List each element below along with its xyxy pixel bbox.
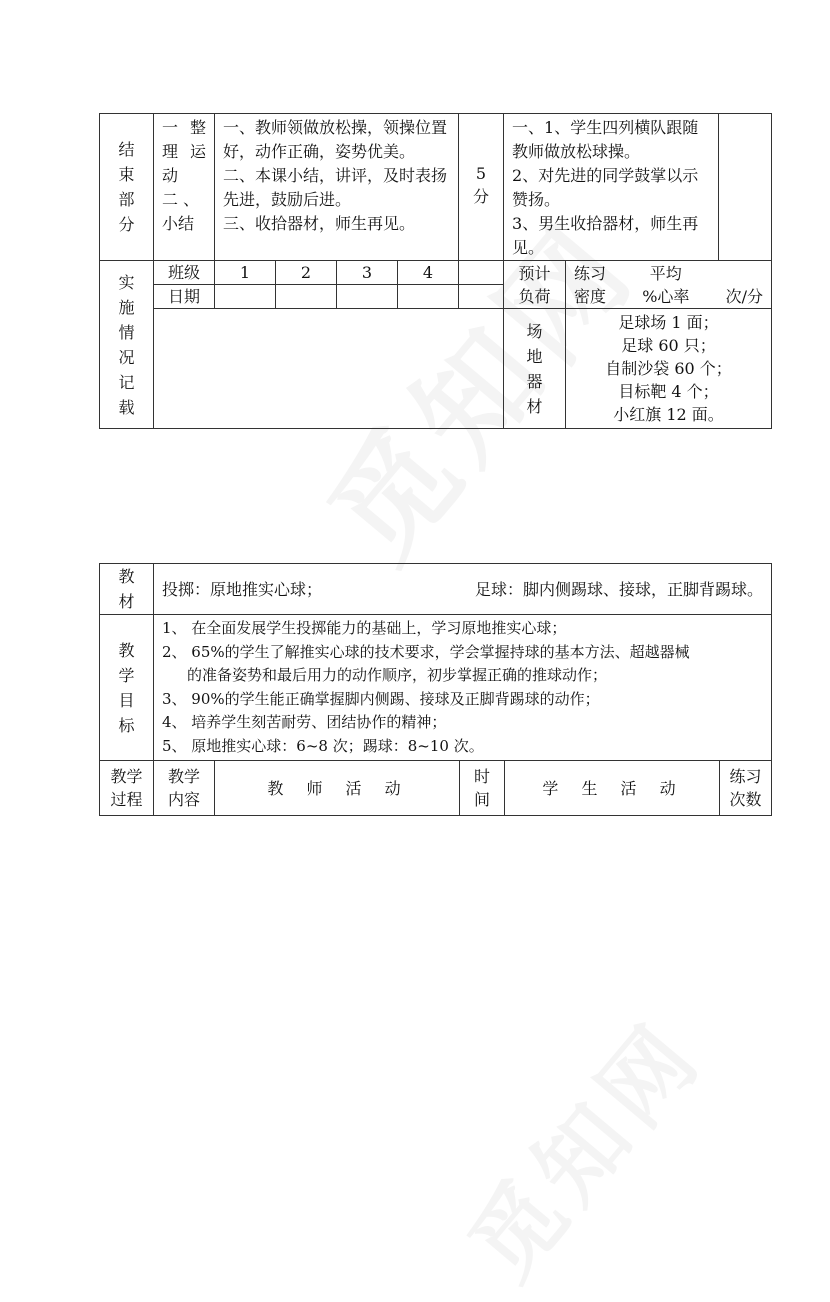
- header-content-2: 内容: [167, 790, 200, 809]
- header-practice-1: 练习: [729, 767, 762, 786]
- watermark-bottom: [434, 988, 726, 1301]
- class-2: 2: [276, 261, 337, 285]
- header-process: [100, 761, 154, 816]
- end-practice-cell: [719, 114, 772, 261]
- end-section-label-cell: [100, 114, 154, 261]
- lesson-plan-table: [99, 563, 772, 816]
- density-label-1: 练习: [574, 264, 607, 283]
- goal-label-cell: [100, 615, 154, 761]
- header-content-1: 教学: [167, 767, 200, 786]
- material-label-cell: [100, 564, 154, 615]
- venue-items-cell: [566, 309, 772, 429]
- content-summary: 二 、小结: [162, 190, 200, 233]
- venue-item: 足球场 1 面；: [618, 313, 719, 332]
- date-2: [276, 285, 337, 309]
- record-label-cell: [100, 261, 154, 429]
- end-student-2: 2、对先进的同学鼓掌以示赞扬。: [512, 166, 699, 209]
- end-section-label: 结束部分: [118, 140, 135, 234]
- date-5: [459, 285, 504, 309]
- material-throw: 投掷：原地推实心球；: [162, 579, 323, 599]
- goal-item: 的准备姿势和最后用力的动作顺序，初步掌握正确的推球动作；: [187, 666, 608, 684]
- hr-label-1: 平均: [649, 264, 682, 283]
- date-1: [215, 285, 276, 309]
- content-organize: 一 整理运动: [162, 118, 206, 185]
- end-teacher-1: 一、教师领做放松操，领操位置好，动作正确，姿势优美。: [223, 118, 448, 161]
- header-process-1: 教学: [110, 767, 143, 786]
- goals-cell: [154, 615, 772, 761]
- venue-item: 小红旗 12 面。: [613, 405, 724, 424]
- header-student: 学 生 活 动: [505, 761, 720, 816]
- venue-item: 足球 60 只；: [621, 336, 716, 355]
- goal-item: 1、 在全面发展学生投掷能力的基础上，学习原地推实心球；: [162, 619, 567, 637]
- record-label: 实施情况记载: [118, 272, 135, 417]
- hr-unit: 次/分: [725, 287, 763, 306]
- class-5: [459, 261, 504, 285]
- material-content-cell: [154, 564, 772, 615]
- record-notes-cell: [154, 309, 504, 429]
- hr-label-2: %心率: [642, 287, 690, 306]
- end-teacher-cell: [215, 114, 459, 261]
- material-football: 足球：脚内侧踢球、接球，正脚背踢球。: [475, 579, 764, 599]
- load-label-cell: [504, 261, 566, 309]
- header-content: [154, 761, 215, 816]
- class-label: 班级: [154, 261, 215, 285]
- load-label-2: 负荷: [518, 287, 551, 306]
- end-time-unit: 分: [473, 187, 490, 206]
- material-label: 教材: [118, 567, 135, 611]
- load-values-cell: [566, 261, 772, 309]
- date-3: [337, 285, 398, 309]
- end-time-num: 5: [475, 164, 487, 183]
- header-teacher: 教 师 活 动: [215, 761, 460, 816]
- end-time-cell: [459, 114, 504, 261]
- end-teacher-2: 二、本课小结，讲评，及时表扬先进，鼓励后进。: [223, 166, 448, 209]
- venue-item: 目标靶 4 个；: [618, 382, 719, 401]
- venue-item: 自制沙袋 60 个；: [605, 359, 732, 378]
- goal-item: 4、 培养学生刻苦耐劳、团结协作的精神；: [162, 713, 447, 731]
- density-label-2: 密度: [574, 287, 607, 306]
- date-4: [398, 285, 459, 309]
- load-label-1: 预计: [518, 264, 551, 283]
- class-4: 4: [398, 261, 459, 285]
- goal-item: 2、 65%的学生了解推实心球的技术要求，学会掌握持球的基本方法、超越器械: [162, 642, 690, 661]
- class-3: 3: [337, 261, 398, 285]
- end-student-3: 3、男生收拾器材，师生再见。: [512, 214, 699, 257]
- header-time-1: 时: [473, 767, 490, 786]
- goal-item: 5、 原地推实心球：6~8 次；踢球：8~10 次。: [162, 736, 484, 755]
- header-process-2: 过程: [110, 790, 143, 809]
- header-practice: [720, 761, 772, 816]
- venue-label-cell: [504, 309, 566, 429]
- end-student-cell: [504, 114, 719, 261]
- class-1: 1: [215, 261, 276, 285]
- goal-item: 3、 90%的学生能正确掌握脚内侧踢、接球及正脚背踢球的动作；: [162, 689, 600, 708]
- date-label: 日期: [154, 285, 215, 309]
- end-teacher-3: 三、收拾器材，师生再见。: [223, 214, 416, 233]
- header-time: [460, 761, 505, 816]
- header-time-2: 间: [473, 790, 490, 809]
- venue-label: 场地器材: [526, 321, 543, 416]
- end-section-table: [99, 113, 772, 429]
- end-student-1: 一、1、学生四列横队跟随教师做放松球操。: [512, 118, 699, 161]
- goal-label: 教学目标: [118, 640, 135, 735]
- end-content-cell: [154, 114, 215, 261]
- header-practice-2: 次数: [729, 790, 762, 809]
